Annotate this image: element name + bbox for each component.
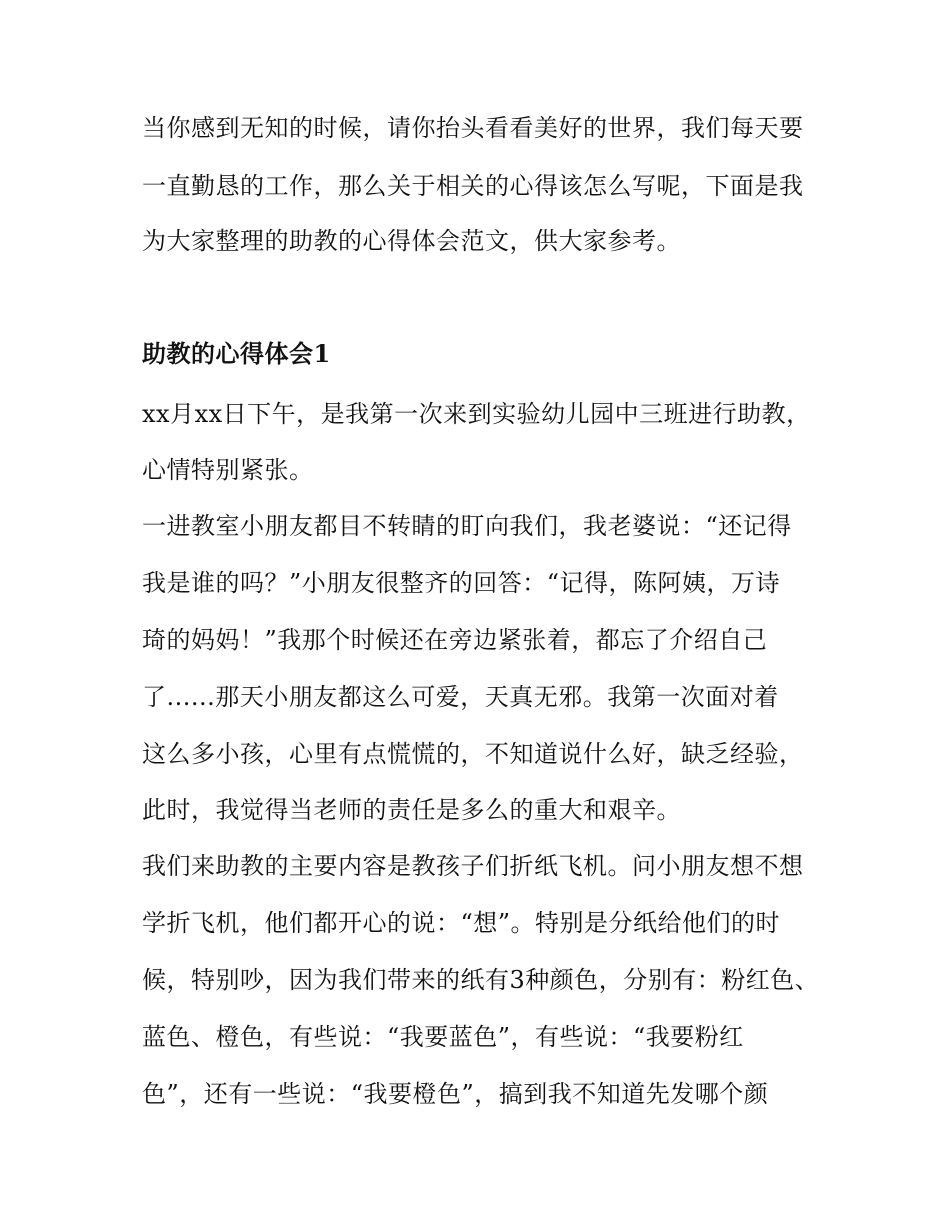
paragraph2-line-2: 我是谁的吗？”小朋友很整齐的回答：“记得，陈阿姨，万诗 [142, 569, 781, 597]
paragraph3-line-1: 我们来助教的主要内容是教孩子们折纸飞机。问小朋友想不想 [142, 852, 804, 880]
paragraph3-line-4: 蓝色、橙色，有些说：“我要蓝色”，有些说：“我要粉红 [142, 1023, 744, 1051]
paragraph2-line-3: 琦的妈妈！”我那个时候还在旁边紧张着，都忘了介绍自己 [142, 626, 768, 654]
paragraph1-line-2: 心情特别紧张。 [142, 456, 314, 484]
paragraph3-line-3: 候，特别吵，因为我们带来的纸有3种颜色，分别有：粉红色、 [142, 966, 820, 994]
paragraph2-line-4: 了......那天小朋友都这么可爱，天真无邪。我第一次面对着 [142, 683, 779, 711]
intro-line-2: 一直勤恳的工作，那么关于相关的心得该怎么写呢，下面是我 [142, 172, 804, 200]
section-title: 助教的心得体会1 [142, 339, 331, 368]
paragraph3-line-2: 学折飞机，他们都开心的说：“想”。特别是分纸给他们的时 [142, 909, 781, 937]
intro-line-3: 为大家整理的助教的心得体会范文，供大家参考。 [142, 227, 681, 255]
paragraph2-line-6: 此时，我觉得当老师的责任是多么的重大和艰辛。 [142, 796, 681, 824]
paragraph2-line-5: 这么多小孩，心里有点慌慌的，不知道说什么好，缺乏经验， [142, 740, 804, 768]
paragraph2-line-1: 一进教室小朋友都目不转睛的盯向我们，我老婆说：“还记得 [142, 512, 792, 540]
intro-line-1: 当你感到无知的时候，请你抬头看看美好的世界，我们每天要 [142, 114, 804, 142]
paragraph1-line-1: xx月xx日下午，是我第一次来到实验幼儿园中三班进行助教， [142, 400, 811, 428]
paragraph3-line-5: 色”，还有一些说：“我要橙色”，搞到我不知道先发哪个颜 [142, 1080, 769, 1108]
